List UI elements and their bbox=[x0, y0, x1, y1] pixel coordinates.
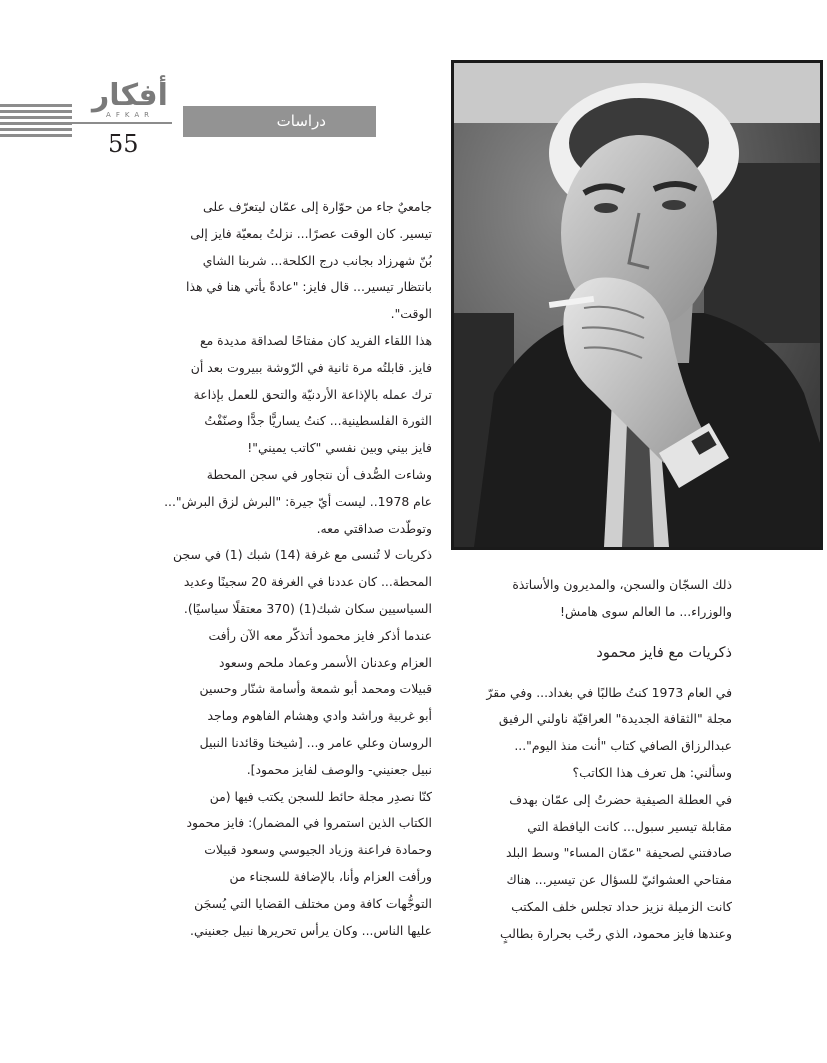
section-label: دراسات bbox=[276, 112, 326, 130]
logo-rule bbox=[72, 122, 172, 124]
paragraph-line: مجلة "الثقافة الجديدة" العراقيّة ناولني الرفيق bbox=[498, 711, 732, 727]
header-stripes bbox=[0, 104, 72, 138]
paragraph-line: في العام 1973 كنتُ طالبًا في بغداد... وفي مقرّ bbox=[486, 684, 732, 700]
paragraph-line: فايز. قابلتُه مرة ثانية في الرّوشة ببيروت بعد أن bbox=[190, 359, 432, 375]
paragraph-line: وعندها فايز محمود، الذي رحّب بحرارة بطالبٍ bbox=[499, 925, 732, 941]
paragraph-line: كانت الزميلة نزيز حداد تجلس خلف المكتب bbox=[511, 898, 732, 914]
paragraph-line: ورأفت العزام وأنا، بالإضافة للسجناء من bbox=[229, 868, 432, 884]
caption-line: ذلك السجّان والسجن، والمديرون والأساتذة bbox=[512, 577, 732, 592]
logo-arabic: أفكار bbox=[92, 78, 168, 113]
paragraph-line: وسألني: هل تعرف هذا الكاتب؟ bbox=[572, 764, 732, 780]
paragraph-line: الوقت". bbox=[390, 306, 432, 322]
magazine-logo bbox=[84, 80, 176, 120]
logo-latin: AFKAR bbox=[106, 111, 154, 119]
caption-line: والوزراء... ما العالم سوى هامش! bbox=[559, 603, 732, 619]
paragraph-line: كنّا نصدِر مجلة حائط للسجن يكتب فيها (من bbox=[209, 788, 432, 804]
paragraph-line: الثورة الفلسطينية... كنتُ يساريًّا جدًّا وصنّفْتُ bbox=[204, 413, 432, 429]
paragraph-line: الروسان وعلي عامر و... [شيخنا وقائدنا النبيل bbox=[199, 734, 432, 750]
portrait-image bbox=[454, 63, 820, 547]
paragraph-line: وتوطّدت صداقتي معه. bbox=[316, 520, 432, 536]
paragraph-line: مفتاحي العشوائيّ للسؤال عن تيسير... هناك bbox=[506, 872, 732, 888]
paragraph-line: عام 1978.. ليست أيّ جيرة: "البرش لزق البرش"... bbox=[164, 493, 432, 509]
paragraph-line: نبيل جعنيني- والوصف لفايز محمود]. bbox=[246, 761, 432, 777]
article-column-right bbox=[451, 572, 732, 948]
section-banner bbox=[183, 106, 376, 137]
paragraph-line: ترك عمله بالإذاعة الأردنيّة والتحق للعمل بإذاعة bbox=[193, 386, 432, 402]
paragraph-line: مقابلة تيسير سبول... كانت اليافطة التي bbox=[527, 818, 732, 834]
article-column-left bbox=[136, 194, 432, 944]
paragraph-line: عليها الناس... وكان يرأس تحريرها نبيل جعنيني. bbox=[190, 922, 432, 938]
paragraph-line: تيسير. كان الوقت عصرًا... نزلتُ بمعيّة فايز إلى bbox=[190, 225, 432, 241]
paragraph-line: وشاءت الصُّدف أن نتجاور في سجن المحطة bbox=[206, 466, 432, 482]
paragraph-line: في العطلة الصيفية حضرتُ إلى عمّان بهدف bbox=[509, 791, 732, 807]
page-number: 55 bbox=[108, 130, 139, 158]
paragraph-line: وحمادة فراعنة وزياد الجيوسي وسعود قبيلات bbox=[204, 842, 432, 858]
paragraph-line: المحطة... كان عددنا في الغرفة 20 سجينًا وعديد bbox=[183, 574, 432, 590]
paragraph-line: أبو غربية وراشد وادي وهشام الفاهوم وماجد bbox=[207, 708, 432, 724]
paragraph-line: صادفتني لصحيفة "عمّان المساء" وسط البلد bbox=[506, 845, 732, 861]
paragraph-line: بُنّ شهرزاد بجانب درج الكلحة... شربنا الشاي bbox=[202, 252, 432, 268]
paragraph-line: هذا اللقاء الفريد كان مفتاحًا لصداقة مديدة مع bbox=[200, 332, 432, 348]
paragraph-line: عبدالرزاق الصافي كتاب "أنت منذ اليوم"... bbox=[514, 738, 732, 754]
section-heading: ذكريات مع فايز محمود bbox=[596, 644, 732, 661]
paragraph-line: جامعيٌ جاء من حوّارة إلى عمّان ليتعرّف على bbox=[203, 199, 432, 214]
paragraph-line: السياسيين سكان شبك(1) (370 معتقلًا سياسيًا). bbox=[183, 600, 432, 616]
paragraph-line: بانتظار تيسير... قال فايز: "عادةً يأتي هنا في هذا bbox=[186, 279, 432, 295]
paragraph-line: الكتاب الذين استمروا في المضمار): فايز محمود bbox=[186, 815, 432, 831]
paragraph-line: العزام وعدنان الأسمر وعماد ملحم وسعود bbox=[218, 654, 432, 670]
paragraph-line: ذكريات لا تُنسى مع غرفة (14) شبك (1) في سجن bbox=[173, 547, 432, 563]
paragraph-line: فايز بيني وبين نفسي "كاتب يميني"! bbox=[247, 440, 432, 456]
paragraph-line: قبيلات ومحمد أبو شمعة وأسامة شنّار وحسين bbox=[199, 681, 432, 697]
paragraph-line: التوجُّهات كافة ومن مختلف القضايا التي يُسجَن bbox=[194, 895, 432, 911]
portrait-photo bbox=[451, 60, 823, 550]
paragraph-line: عندما أذكر فايز محمود أتذكّر معه الآن رأفت bbox=[208, 627, 432, 643]
